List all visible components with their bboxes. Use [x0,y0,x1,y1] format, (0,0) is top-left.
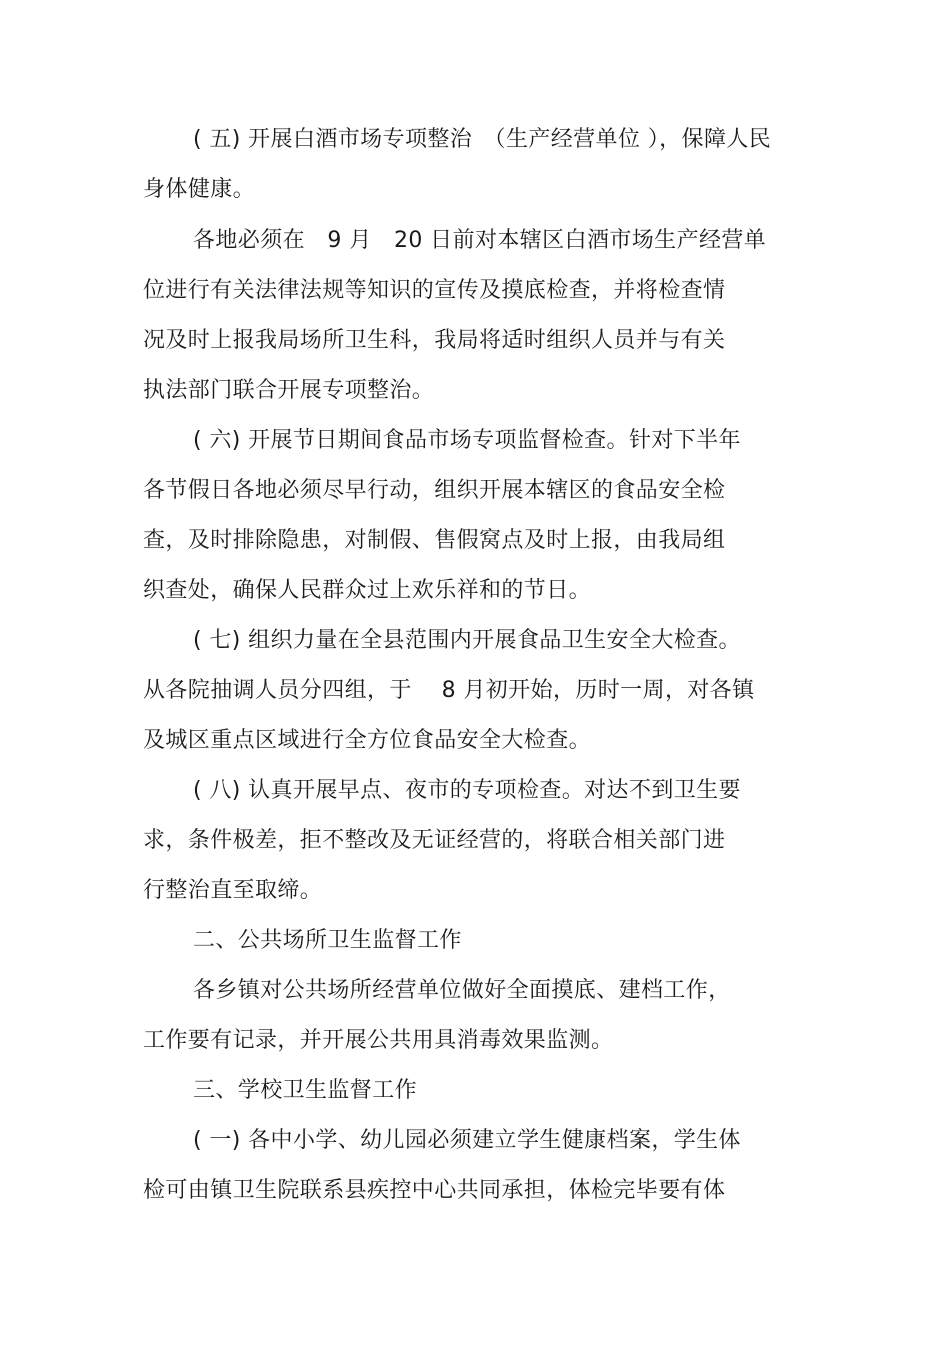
text-line: 从各院抽调人员分四组，于 8 月初开始，历时一周，对各镇 [143,678,755,703]
text-line: 求，条件极差，拒不整改及无证经营的，将联合相关部门进 [143,828,726,853]
text-line: 况及时上报我局场所卫生科，我局将适时组织人员并与有关 [143,328,726,353]
text-line: ( 六) 开展节日期间食品市场专项监督检查。针对下半年 [193,428,741,453]
text-line: 工作要有记录，并开展公共用具消毒效果监测。 [143,1028,614,1053]
text-line: 查，及时排除隐患，对制假、售假窝点及时上报，由我局组 [143,528,726,553]
text-line: 及城区重点区域进行全方位食品安全大检查。 [143,728,592,753]
text-line: 各地必须在 9 月 20 日前对本辖区白酒市场生产经营单 [193,228,767,253]
text-line: 执法部门联合开展专项整治。 [143,378,435,403]
text-line: 各乡镇对公共场所经营单位做好全面摸底、建档工作， [193,978,731,1003]
text-line: 织查处，确保人民群众过上欢乐祥和的节日。 [143,578,592,603]
text-line: ( 八) 认真开展早点、夜市的专项检查。对达不到卫生要 [193,778,741,803]
text-line: 身体健康。 [143,177,256,202]
text-line: 行整治直至取缔。 [143,878,323,903]
section-heading: 二、公共场所卫生监督工作 [193,928,462,953]
text-line: ( 七) 组织力量在全县范围内开展食品卫生安全大检查。 [193,628,741,653]
text-line: ( 一) 各中小学、幼儿园必须建立学生健康档案，学生体 [193,1128,741,1153]
section-heading: 三、学校卫生监督工作 [193,1078,418,1103]
text-line: 各节假日各地必须尽早行动，组织开展本辖区的食品安全检 [143,478,726,503]
text-line: ( 五) 开展白酒市场专项整治 （生产经营单位 ），保障人民 [193,127,772,152]
text-line: 检可由镇卫生院联系县疾控中心共同承担，体检完毕要有体 [143,1178,726,1203]
text-line: 位进行有关法律法规等知识的宣传及摸底检查，并将检查情 [143,278,726,303]
